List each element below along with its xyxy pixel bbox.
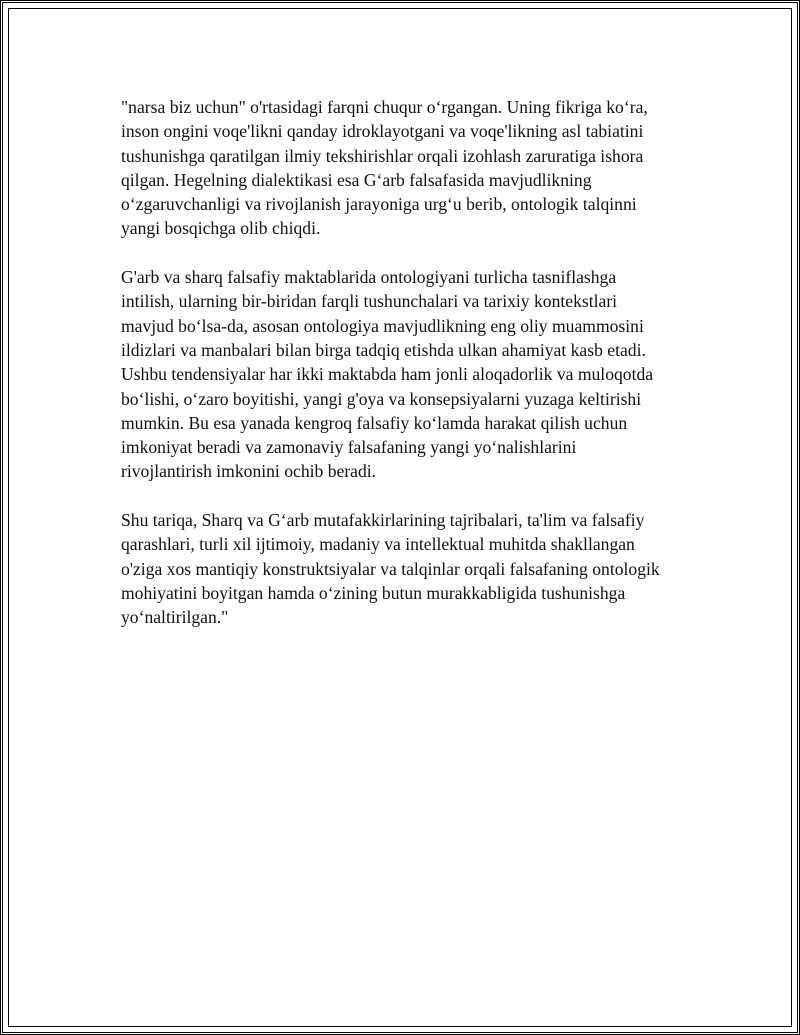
text-line: mumkin. Bu esa yanada kengroq falsafiy ko‘lamda harakat qilish uchun xyxy=(121,412,628,433)
text-line: imkoniyat beradi va zamonaviy falsafaning yangi yo‘nalishlarini xyxy=(121,437,577,458)
paragraph-1 xyxy=(121,95,691,241)
text-line: intilish, ularning bir-biridan farqli tushunchalari va tarixiy kontekstlari xyxy=(121,291,618,312)
text-line: Shu tariqa, Sharq va G‘arb mutafakkirlarining tajribalari, ta'lim va falsafiy xyxy=(121,510,645,531)
text-line: rivojlantirish imkonini ochib beradi. xyxy=(121,461,377,482)
paragraph-2 xyxy=(121,265,691,484)
text-line: yo‘naltirilgan." xyxy=(121,607,229,628)
text-line: o‘zgaruvchanligi va rivojlanish jarayoniga urg‘u berib, ontologik talqinni xyxy=(121,194,637,215)
text-line: "narsa biz uchun" o'rtasidagi farqni chuqur o‘rgangan. Uning fikriga ko‘ra, xyxy=(121,97,648,117)
text-line: Ushbu tendensiyalar har ikki maktabda ham jonli aloqadorlik va muloqotda xyxy=(121,364,654,385)
text-line: inson ongini voqe'likni qanday idroklayotgani va voqe'likning asl tabiatini xyxy=(121,121,644,142)
text-line: tushunishga qaratilgan ilmiy tekshirishlar orqali izohlash zaruratiga ishora xyxy=(121,145,644,166)
text-line: o'ziga xos mantiqiy konstruktsiyalar va talqinlar orqali falsafaning ontologik xyxy=(121,558,660,579)
text-line: yangi bosqichga olib chiqdi. xyxy=(121,218,321,239)
text-line: G'arb va sharq falsafiy maktablarida ontologiyani turlicha tasniflashga xyxy=(121,267,617,288)
text-line: mohiyatini boyitgan hamda o‘zining butun murakkabligida tushunishga xyxy=(121,582,626,603)
text-line: ildizlari va manbalari bilan birga tadqiq etishda ulkan ahamiyat kasb etadi. xyxy=(121,339,646,360)
text-line: bo‘lishi, o‘zaro boyitishi, yangi g'oya va konsepsiyalarni yuzaga keltirishi xyxy=(121,388,642,409)
text-line: qilgan. Hegelning dialektikasi esa G‘arb falsafasida mavjudlikning xyxy=(121,169,592,190)
paragraph-3 xyxy=(121,508,691,629)
document-body xyxy=(121,95,691,654)
text-line: qarashlari, turli xil ijtimoiy, madaniy va intellektual muhitda shakllangan xyxy=(121,534,635,555)
text-line: mavjud bo‘lsa-da, asosan ontologiya mavjudlikning eng oliy muammosini xyxy=(121,315,644,336)
